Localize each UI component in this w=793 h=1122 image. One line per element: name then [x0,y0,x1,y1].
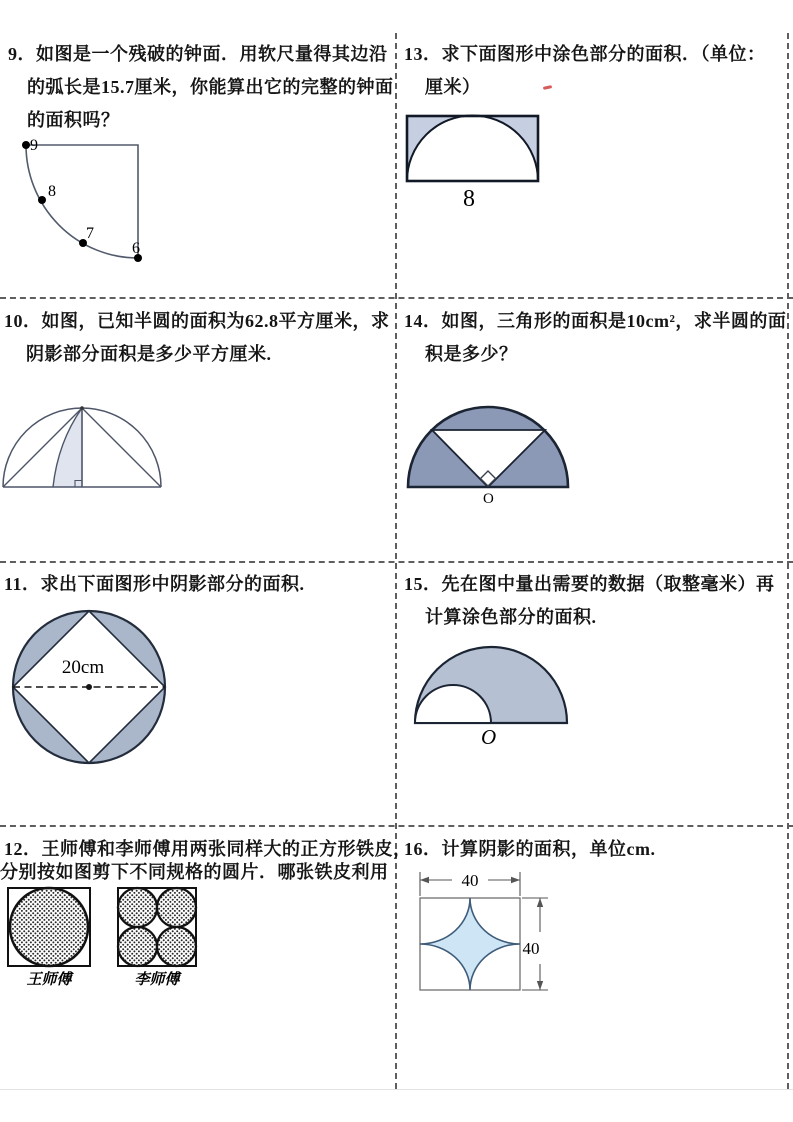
problem-9-line-3: 的面积吗？ [27,110,120,130]
width-label-8: 8 [463,186,475,212]
right-square-label: 李师傅 [134,972,180,988]
clock-number-9: 9 [30,137,38,154]
big-dotted-circle [10,888,88,966]
problem-12-line-2: 分别按如图剪下不同规格的圆片．哪张铁皮利用 [0,862,389,882]
right-arrow-up [537,898,543,907]
square-star-figure [412,866,562,1001]
divider-horizontal-1 [0,297,793,299]
center-label-O: O [481,725,497,749]
problem-14-line-2: 积是多少？ [425,344,518,364]
top-arrow-right [511,877,520,883]
double-semicircle-figure [405,640,575,752]
small-dotted-circle-3 [118,927,157,966]
small-dotted-circle-4 [157,927,196,966]
problem-13-line-1: 13．求下面图形中涂色部分的面积．（单位： [404,44,766,64]
problem-13-line-2: 厘米） [425,77,481,97]
circle-square-figure [8,603,178,773]
center-label-O: O [483,491,494,507]
apex-dot [80,406,84,410]
clock-number-6: 6 [132,240,140,257]
problem-16-line-1: 16．计算阴影的面积，单位cm. [404,839,656,859]
center-dot [86,684,92,690]
problem-15-line-2: 计算涂色部分的面积. [425,607,597,627]
tin-squares-figure [5,885,220,990]
width-dimension-label: 40 [461,871,479,890]
divider-horizontal-3 [0,825,793,827]
diameter-label: 20cm [61,657,105,678]
top-arrow-left [420,877,429,883]
problem-10-line-1: 10．如图，已知半圆的面积为62.8平方厘米，求 [4,311,390,331]
red-mark-artifact [543,85,552,90]
rect-semicircle-figure [403,112,553,214]
divider-bottom-faint [0,1089,793,1090]
small-dotted-circle-2 [157,888,196,927]
clock-dot-8 [38,196,46,204]
height-dimension-label: 40 [522,939,540,958]
clock-number-7: 7 [86,225,94,242]
small-dotted-circle-1 [118,888,157,927]
problem-15-line-1: 15．先在图中量出需要的数据（取整毫米）再 [404,574,775,594]
shaded-petal [53,408,82,487]
semicircle-petal-figure [0,398,170,498]
problem-14-line-1: 14．如图，三角形的面积是10cm²，求半圆的面 [404,311,787,331]
problem-9-line-2: 的弧长是15.7厘米，你能算出它的完整的钟面 [27,77,394,97]
right-arrow-down [537,981,543,990]
problem-11-line-1: 11．求出下面图形中阴影部分的面积. [4,574,305,594]
clock-dot-9 [22,141,30,149]
problem-12-line-1: 12．王师傅和李师傅用两张同样大的正方形铁皮， [4,839,412,859]
clock-number-8: 8 [48,183,56,200]
left-square-label: 王师傅 [26,972,72,988]
divider-horizontal-2 [0,561,793,563]
problem-9-line-1: 9．如图是一个残破的钟面．用软尺量得其边沿 [8,44,388,64]
semicircle-triangle-figure [403,398,578,510]
problem-10-line-2: 阴影部分面积是多少平方厘米. [26,344,272,364]
clock-quarter-figure [8,133,158,273]
